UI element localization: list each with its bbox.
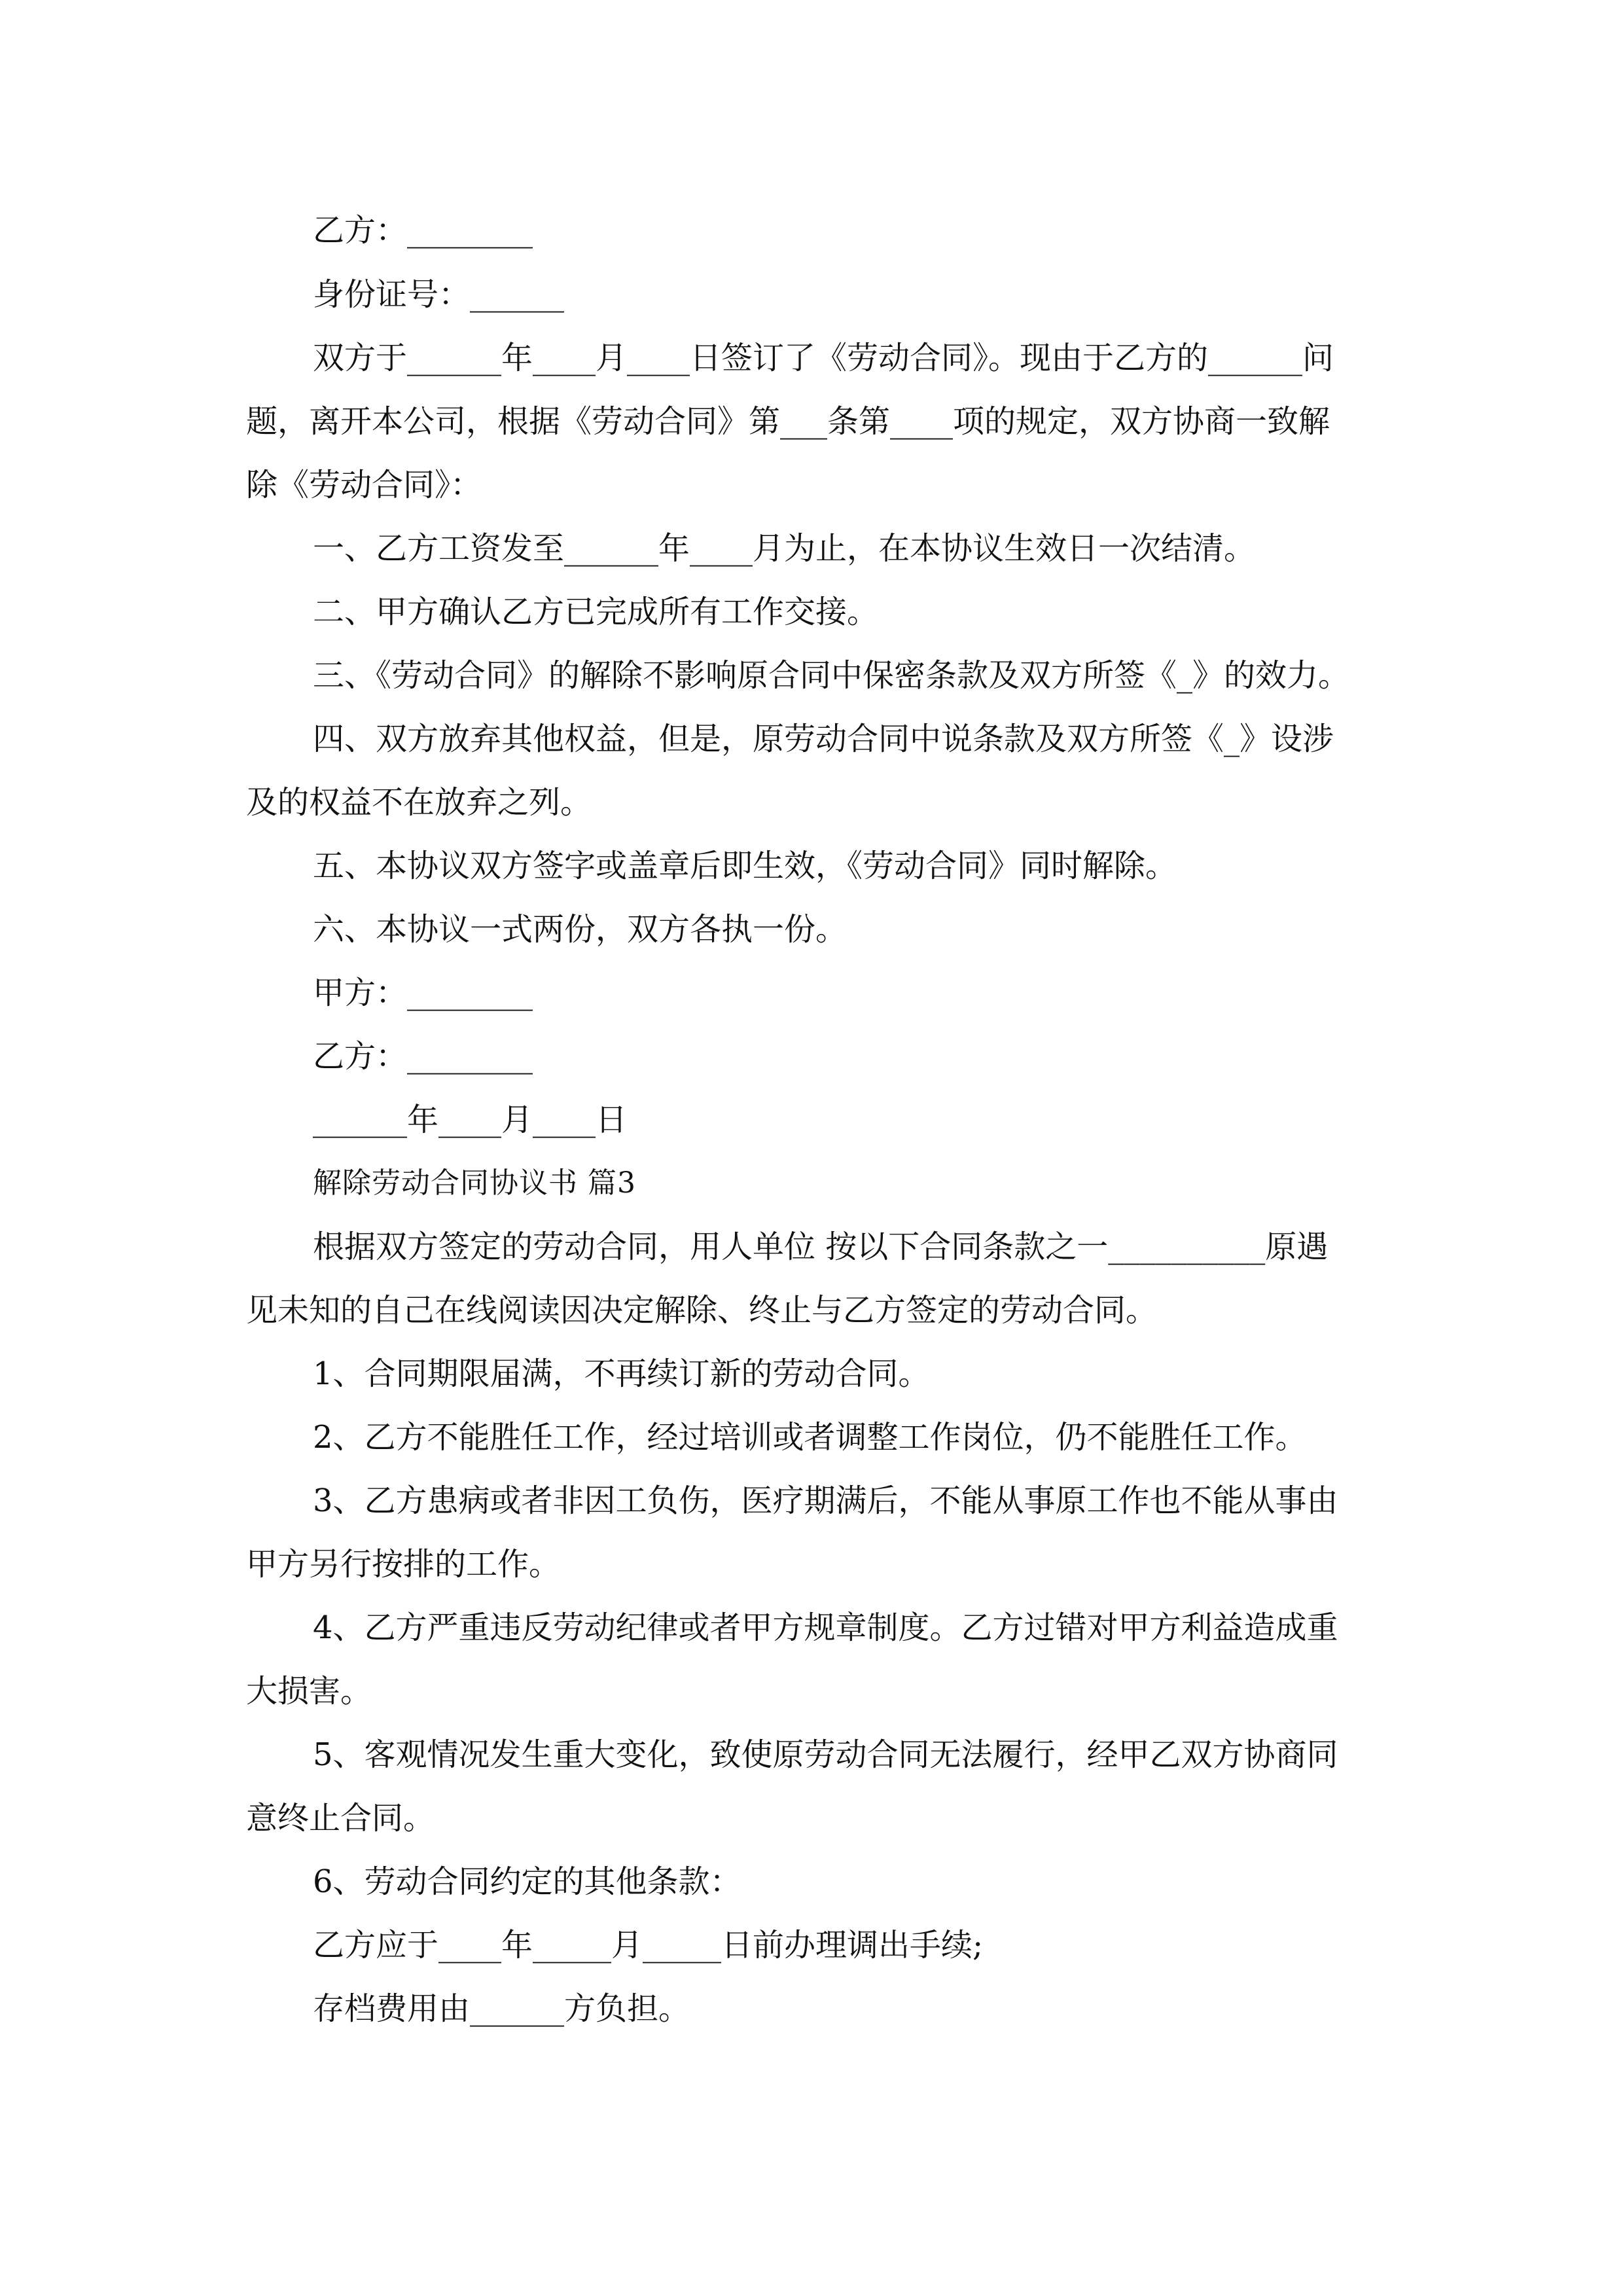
paragraph-line: 根据双方签定的劳动合同，用人单位 按以下合同条款之一__________原遇 [313, 1229, 1329, 1265]
item-6: 6、劳动合同约定的其他条款： [313, 1863, 741, 1900]
paragraph-line: 除《劳动合同》： [246, 467, 482, 503]
clause-2: 二、甲方确认乙方已完成所有工作交接。 [313, 594, 879, 630]
party-b-signature: 乙方：________ [313, 1038, 533, 1075]
party-b-line: 乙方：________ [313, 212, 533, 249]
signature-date: ______年____月____日 [313, 1102, 628, 1138]
clause-4: 四、双方放弃其他权益，但是，原劳动合同中说条款及双方所签《_》设涉 [313, 721, 1334, 757]
item-5: 5、客观情况发生重大变化，致使原劳动合同无法履行，经甲乙双方协商同 [313, 1736, 1338, 1773]
paragraph-line: 双方于______年____月____日签订了《劳动合同》。现由于乙方的______问 [313, 340, 1334, 376]
clause-1: 一、乙方工资发至______年____月为止，在本协议生效日一次结清。 [313, 530, 1256, 567]
transfer-deadline-line: 乙方应于____年_____月_____日前办理调出手续; [313, 1927, 984, 1964]
item-1: 1、合同期限届满，不再续订新的劳动合同。 [313, 1355, 930, 1392]
id-number-line: 身份证号：______ [313, 276, 565, 313]
item-3-cont: 甲方另行按排的工作。 [246, 1546, 561, 1583]
item-3: 3、乙方患病或者非因工负伤，医疗期满后，不能从事原工作也不能从事由 [313, 1482, 1338, 1519]
paragraph-line: 题，离开本公司，根据《劳动合同》第___条第____项的规定，双方协商一致解 [246, 403, 1330, 440]
item-5-cont: 意终止合同。 [246, 1800, 435, 1837]
section-heading: 解除劳动合同协议书 篇3 [313, 1166, 636, 1200]
clause-5: 五、本协议双方签字或盖章后即生效，《劳动合同》同时解除。 [313, 848, 1177, 884]
archive-fee-line: 存档费用由______方负担。 [313, 1990, 690, 2027]
paragraph-line: 见未知的自己在线阅读因决定解除、终止与乙方签定的劳动合同。 [246, 1292, 1158, 1329]
clause-3: 三、《劳动合同》的解除不影响原合同中保密条款及双方所签《_》的效力。 [313, 657, 1350, 694]
item-4-cont: 大损害。 [246, 1673, 372, 1710]
clause-6: 六、本协议一式两份，双方各执一份。 [313, 911, 847, 948]
clause-4-cont: 及的权益不在放弃之列。 [246, 784, 592, 821]
item-2: 2、乙方不能胜任工作，经过培训或者调整工作岗位，仍不能胜任工作。 [313, 1419, 1307, 1456]
item-4: 4、乙方严重违反劳动纪律或者甲方规章制度。乙方过错对甲方利益造成重 [313, 1609, 1338, 1646]
party-a-signature: 甲方：________ [313, 975, 533, 1011]
